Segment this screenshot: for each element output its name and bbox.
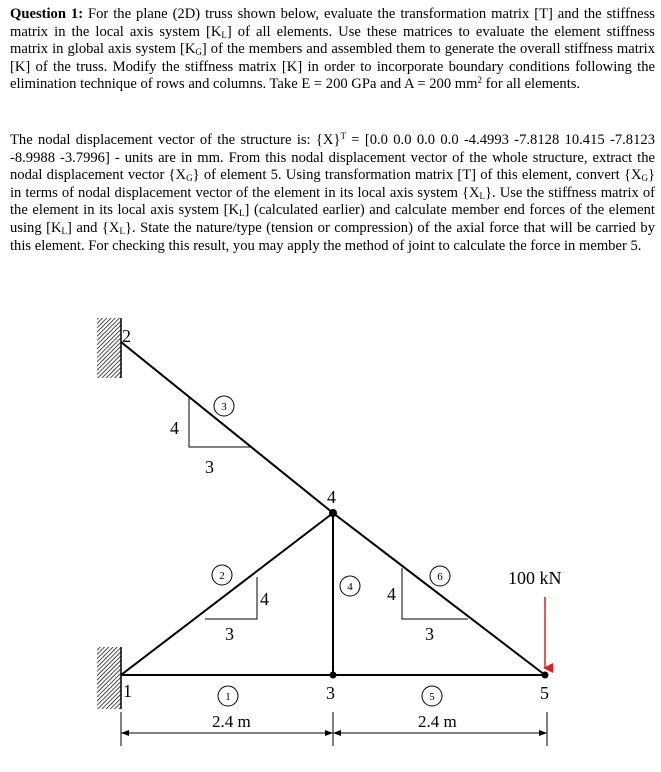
member-2 bbox=[121, 513, 333, 675]
element-label-6: 6 bbox=[437, 571, 443, 583]
node-label-1: 1 bbox=[123, 681, 132, 701]
joint-5-dot bbox=[542, 672, 549, 679]
dim-arrow-1-right bbox=[325, 730, 333, 736]
dim-arrow-1-left bbox=[121, 730, 129, 736]
element-label-5: 5 bbox=[429, 691, 435, 703]
node-label-2: 2 bbox=[122, 326, 131, 346]
slope-run-member-6: 3 bbox=[425, 624, 434, 644]
fixed-support-bottom bbox=[97, 647, 121, 709]
member-3 bbox=[121, 342, 333, 513]
slope-run-member-3: 3 bbox=[205, 457, 214, 477]
dim-arrow-2-left bbox=[333, 730, 341, 736]
slope-rise-member-6: 4 bbox=[387, 584, 396, 604]
question-paragraph-2: The nodal displacement vector of the structure is: $\{X\}^T = [0.0$ 0.0 0.0 0.0 -4.4993 -7.8128 10.415 -7.8123 -8.9988 -3.7996] - units are in mm. From this nodal displacement vector of the whole structure, extract the nodal displacement vector $\{X_G\}$ of element 5. Using transformation matrix [T] of this element, convert $\{X_G\}$ in terms of nodal displacement vector of the element in its local axis system $\{X_L\}$. Use the stiffness matrix of the element in its local axis system $[K_L]$ (calculated earlier) and calculate member end forces of the element using $[K_L]$ and $\{X_L\}$. State the nature/type (tension or compression) of the axial force that will be carried by this element. For checking this result, you may apply the method of joint to calculate the force in member 5. bbox=[10, 131, 655, 254]
slope-rise-member-2: 4 bbox=[260, 589, 269, 609]
dim-arrow-2-right bbox=[539, 730, 547, 736]
element-label-4: 4 bbox=[347, 581, 353, 593]
element-label-2: 2 bbox=[219, 570, 225, 582]
node-label-5: 5 bbox=[540, 683, 549, 703]
fixed-support-top bbox=[97, 318, 121, 378]
load-label: 100 kN bbox=[508, 568, 562, 588]
question-heading: Question 1: bbox=[10, 6, 84, 22]
member-6 bbox=[333, 513, 545, 675]
joint-4-dot bbox=[329, 509, 337, 517]
dimension-label-2: 2.4 m bbox=[418, 712, 457, 731]
node-label-3: 3 bbox=[326, 683, 335, 703]
element-label-3: 3 bbox=[221, 401, 227, 413]
element-label-1: 1 bbox=[225, 691, 231, 703]
truss-figure bbox=[0, 300, 661, 772]
slope-run-member-2: 3 bbox=[225, 624, 234, 644]
question-paragraph-1: Question 1: For the plane (2D) truss shown below, evaluate the transformation matrix [T] and the stiffness matrix in the local axis system $[K_L]$ of all elements. Use these matrices to evaluate the element stiffness matrix in global axis system $[K_G]$ of the members and assembled them to generate the overall stiffness matrix [K] of the truss. Modify the stiffness matrix [K] in order to incorporate boundary conditions following the elimination technique of rows and columns. Take E = 200 GPa and A = 200 $mm^2$ for all elements. bbox=[10, 6, 655, 93]
joint-3-dot bbox=[330, 672, 337, 679]
slope-triangle-member-2 bbox=[205, 577, 257, 619]
node-label-4: 4 bbox=[327, 487, 336, 507]
dimension-label-1: 2.4 m bbox=[212, 712, 251, 731]
slope-rise-member-3: 4 bbox=[170, 418, 179, 438]
